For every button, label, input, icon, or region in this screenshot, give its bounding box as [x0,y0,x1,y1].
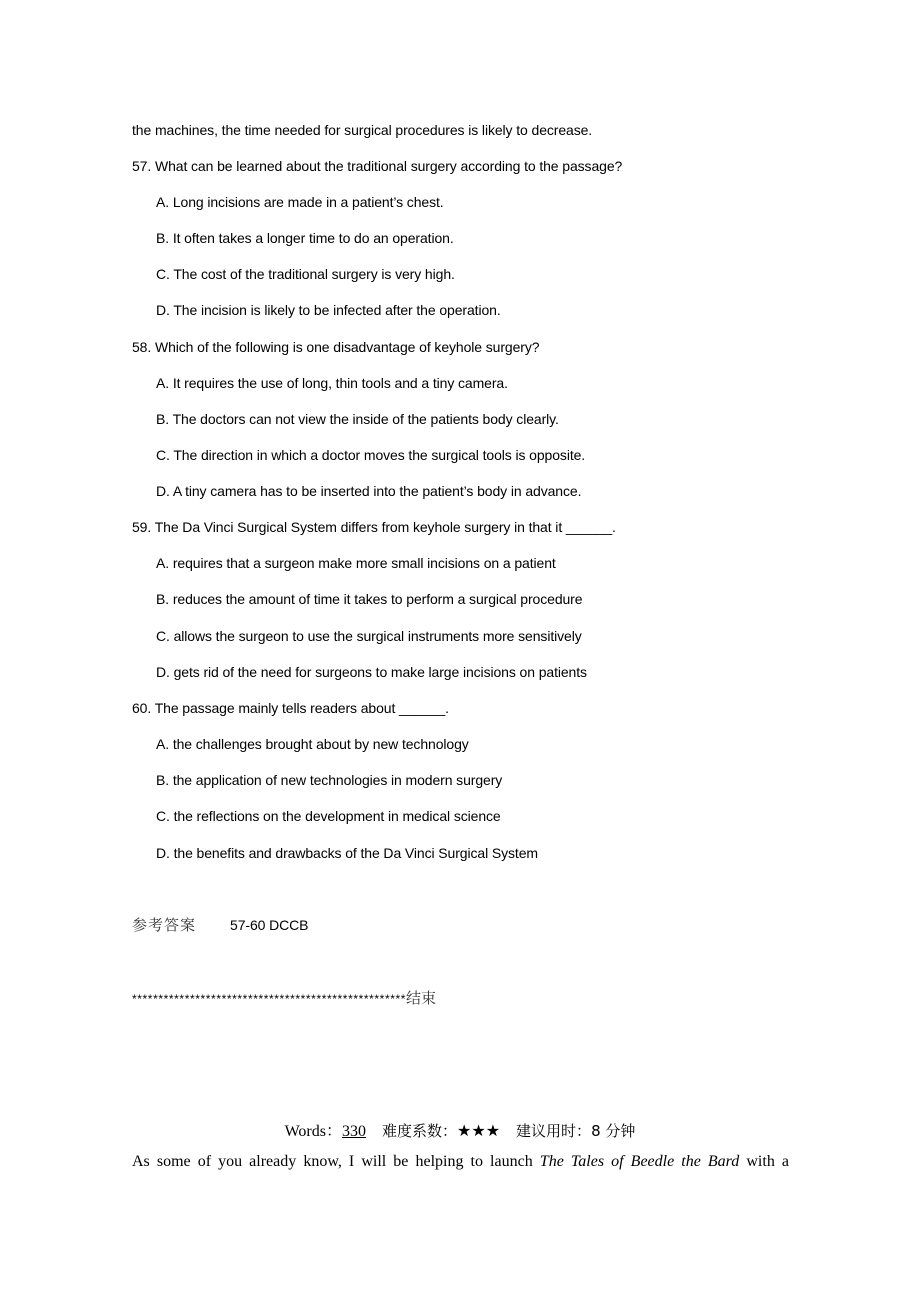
question-60-option-d: D. the benefits and drawbacks of the Da Vinci Surgical System [156,845,538,861]
question-58-option-b: B. The doctors can not view the inside of the patients body clearly. [156,411,559,427]
question-57-option-c: C. The cost of the traditional surgery is very high. [156,266,455,282]
question-60-option-c: C. the reflections on the development in medical science [156,808,501,824]
passage-start: As some of you already know, I will be helping to launch [132,1153,540,1170]
question-59-option-c: C. allows the surgeon to use the surgical instruments more sensitively [156,628,582,644]
question-59-option-b: B. reduces the amount of time it takes to perform a surgical procedure [156,591,583,607]
time-value: 8 分钟 [591,1122,636,1140]
question-58-option-a: A. It requires the use of long, thin tools and a tiny camera. [156,375,508,391]
next-passage-first-line [132,1152,789,1172]
question-59-option-d: D. gets rid of the need for surgeons to make large incisions on patients [156,664,587,680]
question-60-stem: 60. The passage mainly tells readers about ______. [132,700,449,716]
question-57-option-d: D. The incision is likely to be infected after the operation. [156,302,501,318]
question-59-option-a: A. requires that a surgeon make more small incisions on a patient [156,555,556,571]
difficulty-stars: ★★★ [457,1123,501,1140]
passage-continuation: the machines, the time needed for surgical procedures is likely to decrease. [132,122,593,138]
end-marker-word: 结束 [406,989,437,1007]
answer-key: 57-60 DCCB [230,917,309,933]
question-58-option-c: C. The direction in which a doctor moves the surgical tools is opposite. [156,447,586,463]
question-59-stem: 59. The Da Vinci Surgical System differs from keyhole surgery in that it ______. [132,519,616,535]
words-label: Words： [284,1123,342,1140]
question-60-option-a: A. the challenges brought about by new technology [156,736,469,752]
difficulty-label: 难度系数： [382,1122,458,1140]
question-58-option-d: D. A tiny camera has to be inserted into the patient’s body in advance. [156,483,582,499]
words-count: 330 [342,1123,366,1140]
question-58-stem: 58. Which of the following is one disadvantage of keyhole surgery? [132,339,540,355]
end-marker-stars: **************************************************** [132,992,407,1006]
question-60-option-b: B. the application of new technologies in modern surgery [156,772,503,788]
passage-after-title: with a [739,1153,789,1170]
time-label: 建议用时： [516,1122,592,1140]
book-title: The Tales of Beedle the Bard [539,1153,740,1170]
question-57-option-a: A. Long incisions are made in a patient’s chest. [156,194,444,210]
question-57-option-b: B. It often takes a longer time to do an operation. [156,230,454,246]
section-meta [0,1121,920,1142]
question-57-stem: 57. What can be learned about the traditional surgery according to the passage? [132,158,623,174]
answer-label: 参考答案 [132,916,197,934]
answer-key-row [132,916,308,934]
end-marker [132,989,436,1008]
